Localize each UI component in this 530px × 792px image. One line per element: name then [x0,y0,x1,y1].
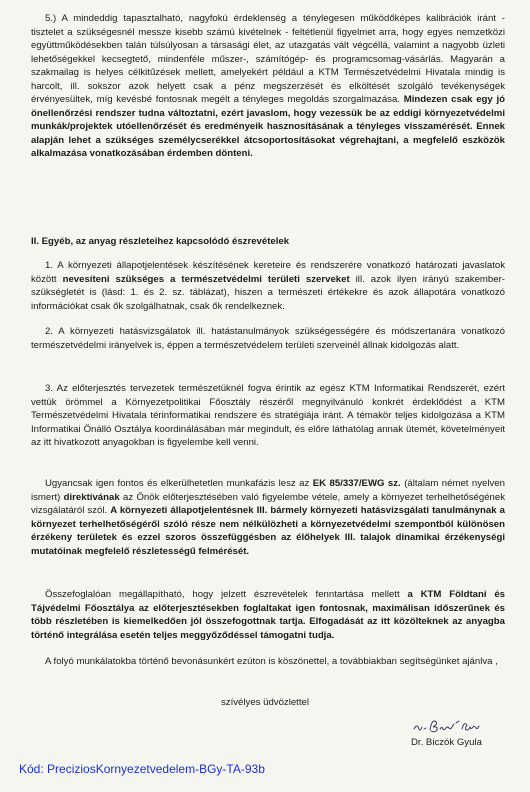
paragraph-2-text: 2. A környezeti hatásvizsgálatok ill. hatástanulmányok szükségességére és módszertanára vonatkozó természetvédelmi irányelvek is, éppen a természetvédelem területi szerveinél állnak kidolgozás alatt. [31,326,505,351]
section-heading: II. Egyéb, az anyag részleteihez kapcsolódó észrevételek [31,236,290,247]
paragraph-4-mid2: az Önök előterjesztésében való figyelembe vétele, amely a környezet terhelhetőségének vizsgálatáról szól. [31,491,506,516]
paragraph-4-start: Ugyancsak igen fontos és elkerülhetetlen munkafázis lesz az [45,478,313,489]
paragraph-5-text: 5.) A mindeddig tapasztalható, nagyfokú érdeklenség a ténylegesen működőképes kalibrációk iránt - tisztelet a szükségesnél messze kisebb számú kivételnek - feltétlenül figyelmet arra, hogy egyes nemzetközi együttműködésekben talán túlsúlyosan a társasági élet, az utazgatás vált végcéllá, valamint a nagyobb üzleti lehetőségekkel kecsegtető, mindenféle műszer-, számítógép- és programcsomag-vásárlás. Magyarán a szakmailag is helyes célkitűzések mellett, amelyekért például a KTM Természetvédelmi Hivatala mindig is harcolt, ill. sokszor azok helyett csak a pénz megszerzését és elköltését szolgáló tevékenységek érvényesültek, míg kevésbé fontosnak megélt a tényleges megoldás szorgalmazása. [31,13,505,105]
paragraph-2 [31,325,505,352]
paragraph-4 [31,477,505,558]
paragraph-summary [31,588,505,642]
paragraph-3 [31,382,505,450]
paragraph-1-end: ill. azok ilyen irányú szakember-szükségletét is (lásd: 1. és 2. sz. táblázat), hiszen a természeti értékekre és azok állapotára vonatkozó információkat csak ők szolgálhatnak, csak ők rendelkeznek. [31,273,505,312]
closing-greeting: szívélyes üdvözlettel [221,697,309,708]
handwritten-signature [412,715,482,735]
paragraph-4-mid1: (általam német nyelven ismert) [31,478,505,503]
document-code: Kód: PreciziosKornyezetvedelem-BGy-TA-93b [19,762,265,776]
paragraph-1-start: 1. A környezeti állapotjelentések készítésének kereteire és rendszerére vonatkozó határozati javaslatok között [31,260,505,285]
paragraph-1 [31,259,505,313]
paragraph-5-proposal: Mindezen csak egy jó önellenőrzési rendszer tudna változtatni, ezért javaslom, hogy vezessük be az eddigi környezetvédelmi munkák/projektek utóellenőrzését és eredményeik hasznosításának a tényleges visszamérését. Ennek alapján lehet a szükséges személycserékkel átcsoportosításokat végrehajtani, a megfelelő eszközök alkalmazása vonatkozásában érdemben dönteni. [31,94,506,159]
paragraph-1-emphasis: nevesíteni szükséges a természetvédelmi területi szerveket [62,273,350,285]
paragraph-5 [31,12,505,161]
paragraph-4-directive-word: direktívának [63,491,120,503]
paragraph-thanks [31,655,505,669]
paragraph-4-directive-code: EK 85/337/EWG sz. [312,478,401,489]
paragraph-summary-start: Összefoglalóan megállapítható, hogy jelzett észrevételek fenntartása mellett [45,589,408,600]
paragraph-summary-emphasis: a KTM Földtani és Tájvédelmi Főosztálya az előterjesztésekben foglaltakat igen fontosnak, maximálisan időszerűnek és több részletében is kiemelkedően jól összefogottnak tartja. Elfogadását az itt közölteknek az anyagba történő integrálása esetén teljes meggyőződéssel támogatni tudja. [31,589,505,641]
paragraph-4-emphasis: A környezeti állapotjelentésnek III. bármely környezeti hatásvizsgálati tanulmánynak a környezet terhelhetőségéről szóló része nem nélkülözheti a környezetvédelmi szempontból különösen érzékeny területek és ezzel szoros összefüggésben az élőhelyek III. talajok dinamikai érzékenységi mutatóinak megfelelő részletességű felmérését. [31,505,505,557]
paragraph-thanks-text: A folyó munkálatokba történő bevonásunkért ezúton is köszönettel, a továbbiakban segítségünket ajánlva , [45,656,498,667]
paragraph-3-text: 3. Az előterjesztés tervezetek természetüknél fogva érintik az egész KTM Informatikai Rendszerét, ezért vettük örömmel a Környezetpolitikai Főosztály részéről megnyilvánuló konkrét érdeklődést a KTM Természetvédelmi Hivatala térinformatikai rendszere és stratégiája iránt. A témakör teljes kidolgozása a KTM Informatikai Önálló Osztálya koordinálásában már megindult, és előre láthatólag annak ütemét, követelményeit az itt hivatkozott anyagokban is figyelembe kell venni. [31,383,505,448]
signer-name: Dr. Biczók Gyula [411,737,482,748]
